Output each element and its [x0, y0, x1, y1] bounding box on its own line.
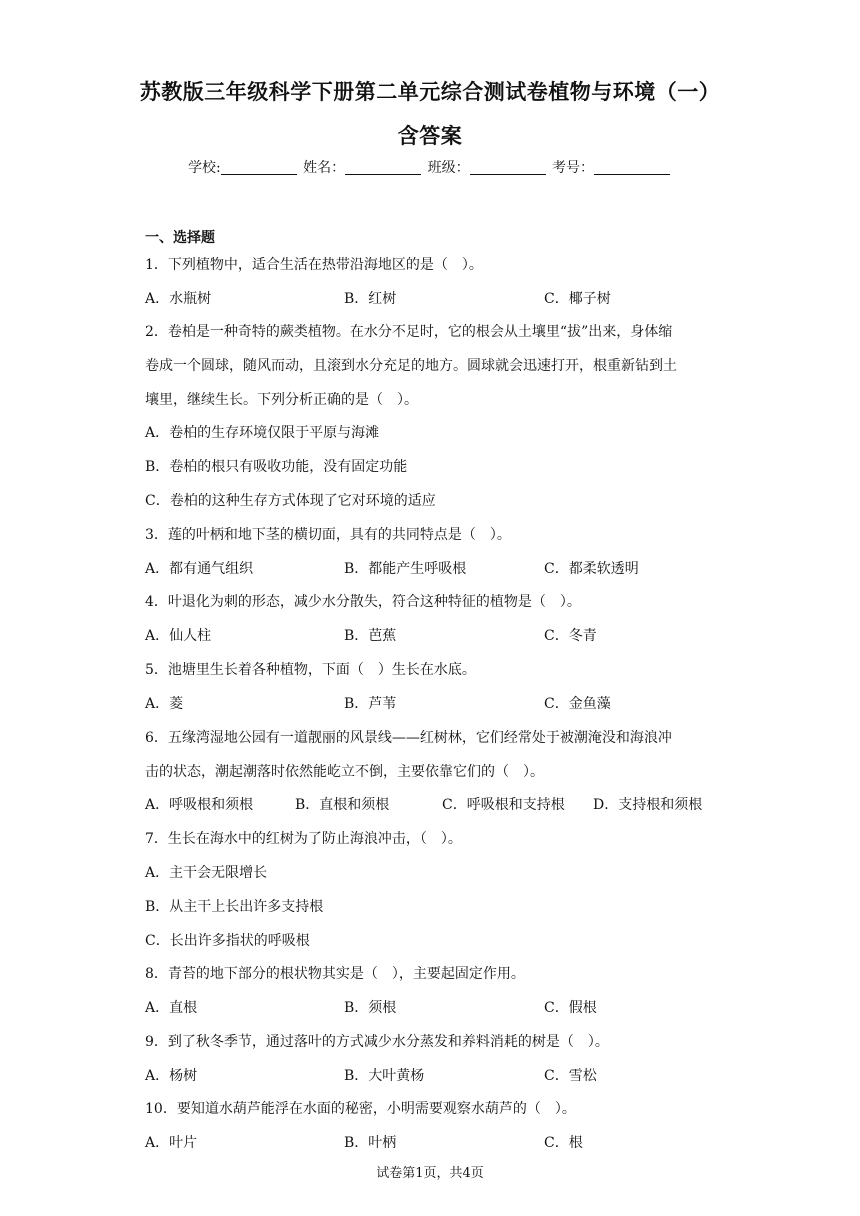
- option-b: B．芦苇: [344, 696, 397, 712]
- question-7: 7．生长在海水中的红树为了防止海浪冲击，（ ）。: [145, 831, 462, 847]
- option-b: B．都能产生呼吸根: [344, 561, 467, 577]
- option-c: C．假根: [544, 1000, 597, 1016]
- page-title: 苏教版三年级科学下册第二单元综合测试卷植物与环境（一）: [139, 80, 721, 104]
- question-5: 5．池塘里生长着各种植物，下面（ ）生长在水底。: [145, 662, 476, 678]
- question-10: 10．要知道水葫芦能浮在水面的秘密，小明需要观察水葫芦的（ ）。: [145, 1101, 576, 1117]
- option-c: C．长出许多指状的呼吸根: [145, 933, 310, 949]
- question-3-options: [145, 558, 725, 578]
- number-blank[interactable]: [594, 160, 670, 175]
- option-c: C．椰子树: [544, 291, 611, 307]
- question-9-options: [145, 1065, 725, 1085]
- question-4-options: [145, 625, 725, 645]
- option-b: B．叶柄: [344, 1135, 397, 1151]
- option-a: A．仙人柱: [145, 628, 212, 644]
- name-blank[interactable]: [345, 160, 421, 175]
- option-b: B．直根和须根: [295, 797, 390, 813]
- option-a: A．卷柏的生存环境仅限于平原与海滩: [145, 425, 380, 441]
- question-5-options: [145, 693, 725, 713]
- name-label: 姓名：: [303, 160, 346, 176]
- option-b: B．须根: [344, 1000, 397, 1016]
- option-b: B．大叶黄杨: [344, 1068, 425, 1084]
- option-a: A．叶片: [145, 1135, 198, 1151]
- option-c: C．都柔软透明: [544, 561, 639, 577]
- option-a: A．呼吸根和须根: [145, 797, 254, 813]
- question-1: 1．下列植物中，适合生活在热带沿海地区的是（ ）。: [145, 257, 483, 273]
- section-heading: 一、选择题: [145, 230, 215, 246]
- class-blank[interactable]: [470, 160, 546, 175]
- question-4: 4．叶退化为刺的形态，减少水分散失，符合这种特征的植物是（ ）。: [145, 594, 581, 610]
- option-c: C．冬青: [544, 628, 597, 644]
- page-footer: 试卷第1页，共4页: [376, 1166, 484, 1181]
- question-8: 8．青苔的地下部分的根状物其实是（ ），主要起固定作用。: [145, 966, 525, 982]
- question-1-options: [145, 288, 725, 308]
- school-label: 学校:: [187, 160, 221, 176]
- question-8-options: [145, 997, 725, 1017]
- question-3: 3．莲的叶柄和地下茎的横切面，具有的共同特点是（ ）。: [145, 527, 511, 543]
- option-d: D．支持根和须根: [593, 797, 703, 813]
- question-9: 9．到了秋冬季节，通过落叶的方式减少水分蒸发和养料消耗的树是（ ）。: [145, 1034, 609, 1050]
- page-title-continued: 含答案: [397, 124, 463, 148]
- option-b: B．卷柏的根只有吸收功能，没有固定功能: [145, 459, 408, 475]
- option-a: A．直根: [145, 1000, 198, 1016]
- option-c: C．雪松: [544, 1068, 597, 1084]
- class-label: 班级：: [427, 160, 470, 176]
- question-10-options: [145, 1132, 725, 1152]
- option-b: B．从主干上长出许多支持根: [145, 899, 324, 915]
- option-c: C．卷柏的这种生存方式体现了它对环境的适应: [145, 493, 436, 509]
- question-2-line-3: 壤里，继续生长。下列分析正确的是（ ）。: [145, 392, 418, 408]
- question-6-line-1: 6．五缘湾湿地公园有一道靓丽的风景线——红树林，它们经常处于被潮淹没和海浪冲: [145, 730, 672, 746]
- question-6-line-2: 击的状态，潮起潮落时依然能屹立不倒，主要依靠它们的（ ）。: [145, 764, 544, 780]
- option-c: C．金鱼藻: [544, 696, 611, 712]
- option-a: A．水瓶树: [145, 291, 212, 307]
- option-b: B．红树: [344, 291, 397, 307]
- option-a: A．菱: [145, 696, 184, 712]
- option-b: B．芭蕉: [344, 628, 397, 644]
- question-6-options: [145, 794, 725, 814]
- question-2-line-2: 卷成一个圆球，随风而动，且滚到水分充足的地方。圆球就会迅速打开，根重新钻到土: [145, 358, 677, 374]
- option-a: A．都有通气组织: [145, 561, 254, 577]
- number-label: 考号：: [552, 160, 595, 176]
- option-a: A．主干会无限增长: [145, 865, 268, 881]
- option-c: C．呼吸根和支持根: [442, 797, 565, 813]
- option-a: A．杨树: [145, 1068, 198, 1084]
- school-blank[interactable]: [221, 160, 297, 175]
- option-c: C．根: [544, 1135, 583, 1151]
- question-2-line-1: 2．卷柏是一种奇特的蕨类植物。在水分不足时，它的根会从土壤里“拔”出来，身体缩: [145, 324, 673, 340]
- student-info: [0, 157, 860, 177]
